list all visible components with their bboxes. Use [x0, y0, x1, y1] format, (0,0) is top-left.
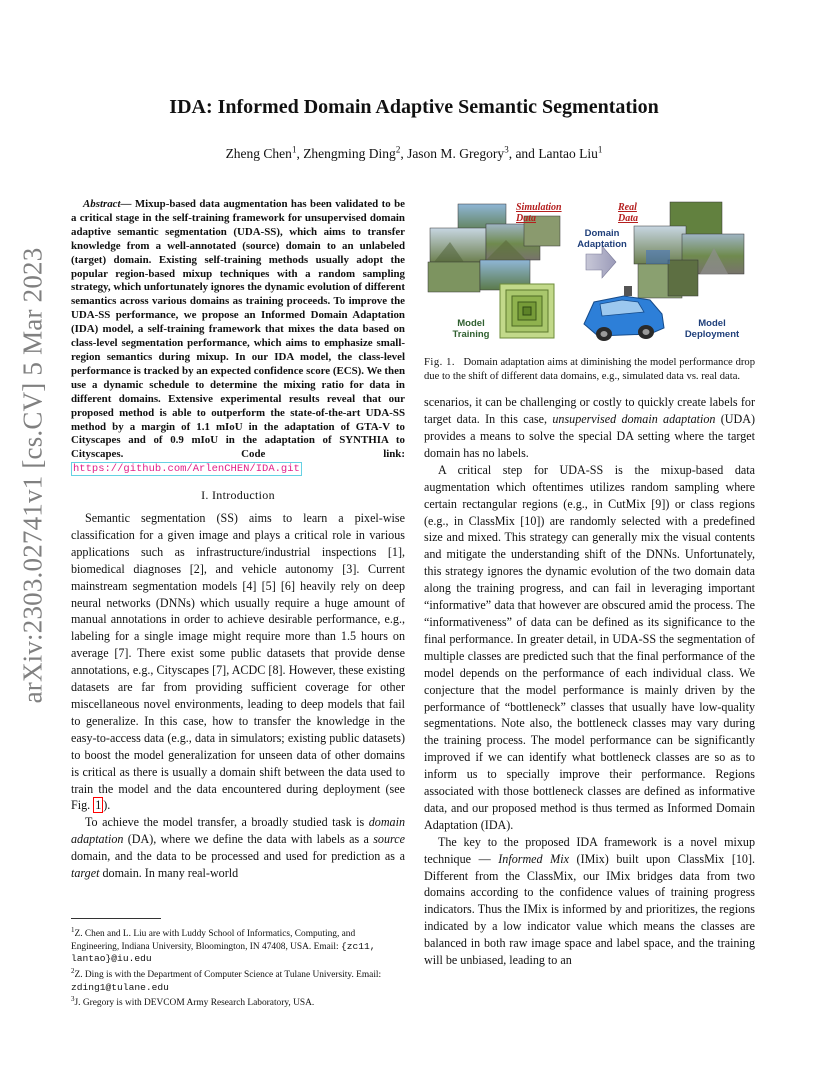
footnote-1: $^1$Z. Chen and L. Liu are with Luddy School of Informatics, Computing, and Engineering, Indiana University, Bloomington, IN 47408, USA. Email: {zc11, lantao}@iu.edu	[71, 926, 376, 965]
arxiv-stamp	[4, 247, 62, 703]
author: Lantao Liu$^1$	[538, 144, 603, 161]
page-title: IDA: Informed Domain Adaptive Semantic Segmentation	[169, 96, 659, 118]
svg-text:Data: Data	[618, 213, 638, 224]
left-column	[71, 198, 405, 882]
author: Jason M. Gregory$^3$, and	[407, 144, 539, 161]
domain-adaptation-arrow	[586, 246, 616, 278]
figure-1	[424, 198, 755, 348]
abstract-text: Mixup-based data augmentation has been validated to be a critical stage in the self-training framework for unsupervised domain adaptive semantic segmentation (UDA-SS), which aims to transfer knowledge from a well-annotated (source) domain to an unlabeled (target) domain. Existing self-training methods usually adopt the popular region-based mixup techniques with a random sampling strategy, which unfortunately ignores the dynamic evolution of different semantics across various domains as training proceeds. To improve the UDA-SS performance, we propose an Informed Domain Adaptation (IDA) model, a self-training framework that mixes the data based on class-level segmentation performance, which aims to emphasize small-region semantics during mixup. In our IDA model, the class-level performance is tracked by an expected confidence score (ECS). We then use a dynamic schedule to determine the mixing ratio for data in different domains. Extensive experimental results reveal that our proposed method is able to outperform the state-of-the-art UDA-SS method by a margin of 1.1 mIoU in the adaptation of GTA-V to Cityscapes and of 0.9 mIoU in the adaptation of SYNTHIA to Cityscapes.	[71, 198, 405, 461]
footnote-2: $^2$Z. Ding is with the Department of Computer Science at Tulane University. Email: zding1@tulane.edu	[71, 966, 382, 993]
intro-paragraph-3: scenarios, it can be challenging or costly to quickly create labels for target data. In this case, unsupervised domain adaptation (UDA) provides a means to solve the special DA setting where the target domain has no labels.	[424, 395, 756, 460]
svg-text:Deployment: Deployment	[684, 329, 740, 340]
author: Zheng Chen$^1$,	[225, 144, 304, 161]
author: Zhengming Ding$^2$,	[303, 144, 408, 161]
abstract-label: Abstract	[83, 198, 121, 210]
arxiv-stamp-text: arXiv:2303.02741v1 [cs.CV] 5 Mar 2023	[17, 247, 48, 703]
author-list	[0, 144, 828, 162]
intro-paragraph-4: A critical step for UDA-SS is the mixup-based data augmentation which oftentimes utilizes random sampling where certain rectangular regions (e.g., in CutMix [9]) or class regions (e.g., in ClassMix [10]) are randomly selected with a predefined size and mixed. This strategy can generally mix the visual contents and mitigate the understanding shift of the DNNs. Unfortunately, this strategy ignores the dynamic evolution of the two domain data along the training progress, and can fail in leveraging important “informative” data that however are obscured amid the process. The “informativeness” of data can be defined as its significance to the final performance. In greater detail, in UDA-SS the segmentation of multiple classes are predicted such that the final performance of the model depends on the performance of each individual class. We conjecture that the model performance is mainly driven by the performance of “bottleneck” classes that usually have low-quality segmentations. Note also, the bottleneck classes may vary during the training process. The model performance can be significantly improved if we can identify what bottleneck classes are so as to inform us to specially improve their performance. Regions associated with those bottleneck classes are defined as informative data, and our proposed method is thus termed as Informed Domain Adaptation (IDA).	[424, 462, 755, 832]
figure-caption-text: Domain adaptation aims at diminishing the model performance drop due to the shift of different data domains, e.g., simulated data vs. real data.	[424, 357, 756, 382]
svg-text:Data: Data	[516, 213, 536, 224]
svg-text:Training: Training	[452, 329, 490, 340]
real-images	[634, 202, 744, 298]
intro-paragraph-2: To achieve the model transfer, a broadly studied task is domain adaptation (DA), where we define the data with labels as a source domain, and the data to be processed and used for prediction as a target domain. In many real-world	[71, 815, 405, 881]
intro-paragraph-5: The key to the proposed IDA framework is a novel mixup technique — Informed Mix (IMix) built upon ClassMix [10]. Different from the ClassMix, our IMix bridges data from two domains according to the confidence values of training progress indicators. Thus the IMix is informed by and prioritizes, the regions indicated by a low indicator value which means the classes are balanced in both raw image space and label space, and the training will be unbiased, leading to an	[424, 834, 755, 968]
model-training-icon	[500, 284, 554, 338]
domain-adaptation-illustration	[424, 198, 755, 348]
abstract: Abstract— Mixup-based data augmentation has been validated to be a critical stage in the self-training framework for unsupervised domain adaptive semantic segmentation (UDA-SS), which aims to transfer knowledge from a well-annotated (source) domain to an unlabeled (target) domain. Existing self-training methods usually adopt the popular region-based mixup techniques with a random sampling strategy, which unfortunately ignores the dynamic evolution of different semantics across various domains as training proceeds. To improve the UDA-SS performance, we propose an Informed Domain Adaptation (IDA) model, a self-training framework that mixes the data based on class-level segmentation performance, which aims to emphasize small-region semantics during mixup. In our IDA model, the class-level performance is tracked by an expected confidence score (ECS). We then use a dynamic schedule to determine the mixing ratio for data in different domains. Extensive experimental results reveal that our proposed method is able to outperform the state-of-the-art UDA-SS method by a margin of 1.1 mIoU in the adaptation of GTA-V to Cityscapes and of 0.9 mIoU in the adaptation of SYNTHIA to Cityscapes. Code link: https://github.com/ArlenCHEN/IDA.git	[71, 198, 405, 476]
simulation-data-label: Simulation	[516, 202, 562, 213]
footnote-divider	[71, 918, 161, 919]
code-link[interactable]: https://github.com/ArlenCHEN/IDA.git	[73, 463, 300, 476]
email-address: zding1@tulane.edu	[71, 981, 169, 993]
intro-paragraph-1: Semantic segmentation (SS) aims to learn a pixel-wise classification for a given image and plays a critical role in various applications such as infrastructure/industrial inspections [1], biomedical diagnoses [2], and vehicle autonomy [3]. Current mainstream segmentation models [4] [5] [6] heavily rely on deep neural networks (DNNs) which usually require a huge amount of manual annotations in order to achieve desirable performance, e.g., labeling for a single image might require more than 1.5 hours on average [7]. There exist some public datasets that provide dense annotations, e.g., Cityscapes [7], ACDC [8]. However, these existing datasets are far from providing sufficient coverage for other miscellaneous novel environments, leading to deep models that fail to generalize. In this case, how to transfer the knowledge in the easy-to-access data (e.g., data in simulators; existing public datasets) to boost the model generalization for unseen data of other domains is critical as there is usually a domain shift between the data used to train the model and the data encountered during deployment (see Fig. 1 ).	[71, 511, 405, 813]
simulation-images	[428, 204, 560, 292]
model-training-label: Model	[457, 318, 485, 329]
figure-caption-label: Fig. 1.	[424, 357, 456, 368]
figure-caption	[424, 356, 755, 383]
domain-adaptation-label: Domain	[584, 228, 620, 239]
figure-reference-link[interactable]: 1	[95, 798, 102, 813]
code-link-label: Code link:	[241, 448, 405, 461]
footnote-3: $^3$J. Gregory is with DEVCOM Army Research Laboratory, USA.	[71, 995, 315, 1009]
model-deployment-label: Model	[698, 318, 726, 329]
section-heading-introduction: I. Introduction	[201, 488, 275, 503]
email-address: {zc11, lantao}@iu.edu	[71, 940, 376, 965]
footnotes	[71, 918, 405, 1010]
right-column	[424, 198, 755, 969]
real-data-label: Real	[618, 202, 637, 213]
svg-text:Adaptation: Adaptation	[577, 239, 627, 250]
